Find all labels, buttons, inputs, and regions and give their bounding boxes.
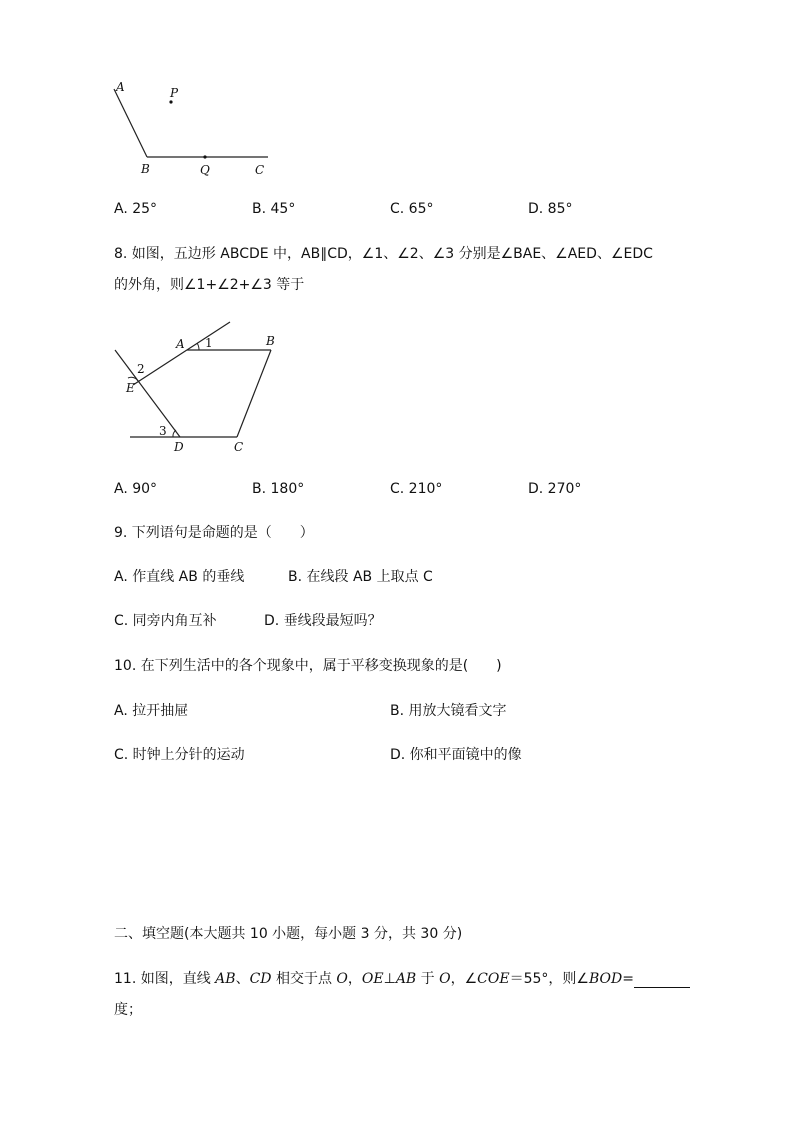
label-a: A <box>176 337 185 351</box>
q11-perp: ⊥ <box>383 971 396 987</box>
q7-option-d: D. 85° <box>528 201 573 217</box>
q10-option-a: A. 拉开抽屉 <box>114 703 189 719</box>
label-q: Q <box>200 163 210 177</box>
section-heading-fill-in: 二、填空题(本大题共 10 小题，每小题 3 分，共 30 分) <box>114 926 463 942</box>
q9-option-d: D. 垂线段最短吗？ <box>264 613 382 629</box>
q10-option-c: C. 时钟上分针的运动 <box>114 747 245 763</box>
q11-text-3: 于 <box>416 971 440 987</box>
q11-answer-blank[interactable] <box>634 973 690 988</box>
q11-text-5: ＝55°，则∠ <box>509 971 589 987</box>
q9-stem: 9. 下列语句是命题的是（ ） <box>114 525 314 541</box>
ray-ba <box>114 89 147 157</box>
label-b: B <box>141 162 150 176</box>
q10-option-b: B. 用放大镜看文字 <box>390 703 507 719</box>
line-de-extended <box>115 350 180 437</box>
label-b: B <box>266 334 275 348</box>
q7-option-a: A. 25° <box>114 201 158 217</box>
figure-q8-pentagon <box>100 315 300 460</box>
label-c: C <box>234 440 244 454</box>
q11-oe: OE <box>361 971 384 987</box>
q8-option-a: A. 90° <box>114 481 158 497</box>
q10-option-d: D. 你和平面镜中的像 <box>390 747 522 763</box>
q8-option-b: B. 180° <box>252 481 305 497</box>
label-angle-3: 3 <box>159 424 167 438</box>
label-a: A <box>116 80 125 94</box>
label-angle-2: 2 <box>137 362 145 376</box>
q11-cd: CD <box>249 971 272 987</box>
label-angle-1: 1 <box>205 336 213 350</box>
q7-option-c: C. 65° <box>390 201 434 217</box>
q9-option-b: B. 在线段 AB 上取点 C <box>288 569 433 585</box>
q11-ab: AB <box>215 971 236 987</box>
angle-mark-3 <box>173 430 176 437</box>
q11-o-2: O <box>439 971 451 987</box>
q11-stem-line1 <box>114 970 690 988</box>
label-d: D <box>174 440 184 454</box>
q11-ab-2: AB <box>395 971 417 987</box>
line-ea-extended <box>133 322 230 385</box>
figure-q7-angle <box>100 75 280 185</box>
q11-sep: 、 <box>235 971 250 987</box>
q11-text-1: 相交于点 <box>271 971 337 987</box>
q11-stem-line2: 度； <box>114 1002 142 1018</box>
q11-bod: BOD <box>588 971 623 987</box>
q9-option-c: C. 同旁内角互补 <box>114 613 217 629</box>
side-bc <box>237 350 271 437</box>
angle-mark-1 <box>197 343 199 350</box>
q11-text-4: ，∠ <box>450 971 478 987</box>
label-e: E <box>126 381 135 395</box>
q11-text-6: = <box>622 971 634 987</box>
q11-text-2: ， <box>347 971 362 987</box>
q8-stem-line2: 的外角，则∠1+∠2+∠3 等于 <box>114 277 305 293</box>
point-p <box>169 100 172 103</box>
q11-o: O <box>336 971 348 987</box>
label-p: P <box>170 86 179 100</box>
label-c: C <box>255 163 265 177</box>
q9-option-a: A. 作直线 AB 的垂线 <box>114 569 245 585</box>
q8-option-c: C. 210° <box>390 481 443 497</box>
q8-stem-line1: 8. 如图，五边形 ABCDE 中，AB∥CD，∠1、∠2、∠3 分别是∠BAE、∠AED、∠EDC <box>114 246 653 262</box>
q7-option-b: B. 45° <box>252 201 296 217</box>
q8-option-d: D. 270° <box>528 481 582 497</box>
point-q <box>203 155 206 158</box>
q11-coe: COE <box>477 971 510 987</box>
q11-prefix: 11. 如图，直线 <box>114 971 216 987</box>
q10-stem: 10. 在下列生活中的各个现象中，属于平移变换现象的是( ) <box>114 658 502 674</box>
